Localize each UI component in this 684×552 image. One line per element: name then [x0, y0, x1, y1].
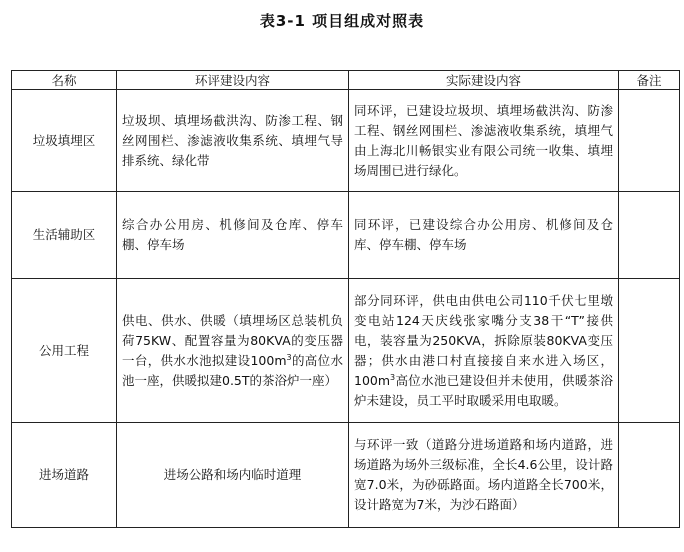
row-name: 进场道路	[12, 423, 117, 528]
row-name: 生活辅助区	[12, 192, 117, 279]
row-note	[619, 279, 680, 423]
row-note	[619, 192, 680, 279]
row-eia-content: 进场公路和场内临时道理	[117, 423, 349, 528]
actual-superscript: 3	[390, 372, 396, 382]
table-row	[12, 423, 680, 528]
table-header-row	[12, 71, 680, 90]
eia-text-part-1: 供电、供水、供暖（填埋场区总装机负荷75KW、配置容量为80KVA的变压器一台，供水水池拟建设100m	[122, 312, 343, 368]
table-row	[12, 90, 680, 192]
actual-text-part-1: 部分同环评，供电由供电公司110千伏七里墩变电站124天庆线张家嘴分支38干“T”接供电，装容量为250KVA，拆除原装80KVA变压器；供水由港口村直接接自来水进入场区，100m	[354, 292, 613, 388]
row-name: 垃圾填埋区	[12, 90, 117, 192]
header-eia-content: 环评建设内容	[117, 71, 349, 90]
row-actual-content: 与环评一致（道路分进场道路和场内道路，进场道路为场外三级标准，全长4.6公里，设计路宽7.0米，为砂砾路面。场内道路全长700米，设计路宽为7米，为沙石路面）	[349, 423, 619, 528]
row-note	[619, 423, 680, 528]
table-row	[12, 192, 680, 279]
table-row	[12, 279, 680, 423]
row-actual-content: 同环评，已建设综合办公用房、机修间及仓库、停车棚、停车场	[349, 192, 619, 279]
actual-text-part-2: 高位水池已建设但并未使用，供暖茶浴炉未建设，员工平时取暖采用电取暖。	[354, 372, 613, 408]
project-composition-table	[11, 70, 680, 528]
row-note	[619, 90, 680, 192]
row-actual-content	[349, 279, 619, 423]
eia-text-part-2: 的高位水池一座，供暖拟建0.5T的茶浴炉一座）	[122, 352, 343, 388]
header-note: 备注	[619, 71, 680, 90]
header-actual-content: 实际建设内容	[349, 71, 619, 90]
eia-superscript: 3	[286, 352, 292, 362]
table-title: 表3-1 项目组成对照表	[259, 12, 425, 30]
row-actual-content: 同环评，已建设垃圾坝、填埋场截洪沟、防渗工程、钢丝网围栏、渗滤液收集系统，填埋气由上海北川畅银实业有限公司统一收集、填埋场周围已进行绿化。	[349, 90, 619, 192]
row-eia-content: 垃圾坝、填埋场截洪沟、防渗工程、钢丝网围栏、渗滤液收集系统、填埋气导排系统、绿化带	[117, 90, 349, 192]
row-name: 公用工程	[12, 279, 117, 423]
row-eia-content: 综合办公用房、机修间及仓库、停车棚、停车场	[117, 192, 349, 279]
header-name: 名称	[12, 71, 117, 90]
row-eia-content	[117, 279, 349, 423]
